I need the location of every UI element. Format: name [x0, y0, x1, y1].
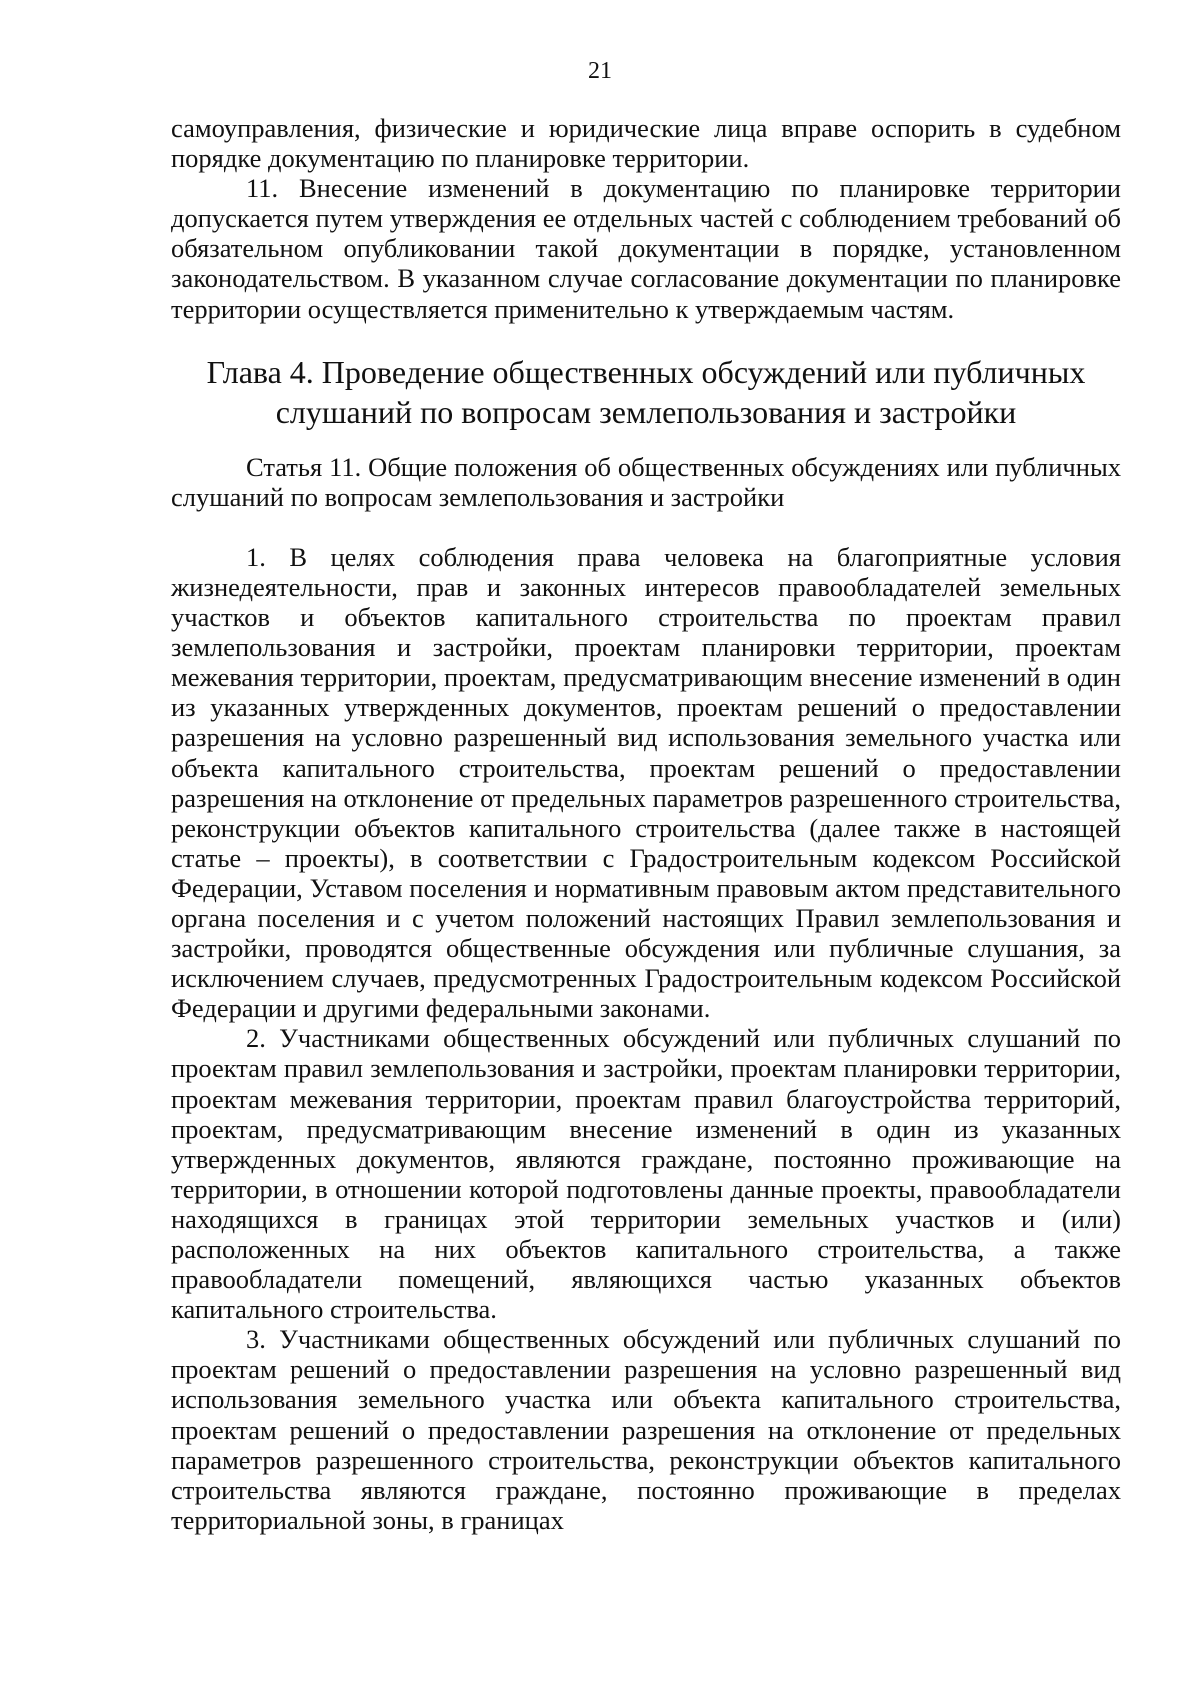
paragraph-item-11: 11. Внесение изменений в документацию по планировке территории допускается путем утверждения ее отдельных частей с соблюдением требований об обязательном опубликовании такой документации в порядке, установленном законодательством. В указанном случае согласование документации по планировке территории осуществляется применительно к утверждаемым частям.: [171, 173, 1121, 324]
paragraph-item-2: 2. Участниками общественных обсуждений или публичных слушаний по проектам правил землепользования и застройки, проектам планировки территории, проектам межевания территории, проектам правил благоустройства территорий, проектам, предусматривающим внесение изменений в один из указанных утвержденных документов, являются граждане, постоянно проживающие на территории, в отношении которой подготовлены данные проекты, правообладатели находящихся в границах этой территории земельных участков и (или) расположенных на них объектов капитального строительства, а также правообладатели помещений, являющихся частью указанных объектов капитального строительства.: [171, 1023, 1121, 1325]
page-number: 21: [588, 58, 612, 84]
paragraph-continuation: самоуправления, физические и юридические лица вправе оспорить в судебном порядке документацию по планировке территории.: [171, 113, 1121, 174]
spacer: [171, 512, 1121, 542]
document-body: [171, 113, 1121, 1535]
paragraph-item-3: 3. Участниками общественных обсуждений или публичных слушаний по проектам решений о предоставлении разрешения на условно разрешенный вид использования земельного участка или объекта капитального строительства, проектам решений о предоставлении разрешения на отклонение от предельных параметров разрешенного строительства, реконструкции объектов капитального строительства являются граждане, постоянно проживающие в пределах территориальной зоны, в границах: [171, 1324, 1121, 1535]
chapter-heading: Глава 4. Проведение общественных обсуждений или публичных слушаний по вопросам землепользования и застройки: [206, 353, 1086, 430]
paragraph-item-1: 1. В целях соблюдения права человека на благоприятные условия жизнедеятельности, прав и законных интересов правообладателей земельных участков и объектов капитального строительства по проектам правил землепользования и застройки, проектам планировки территории, проектам межевания территории, проектам, предусматривающим внесение изменений в один из указанных утвержденных документов, проектам решений о предоставлении разрешения на условно разрешенный вид использования земельного участка или объекта капитального строительства, проектам решений о предоставлении разрешения на отклонение от предельных параметров разрешенного строительства, реконструкции объектов капитального строительства (далее также в настоящей статье – проекты), в соответствии с Градостроительным кодексом Российской Федерации, Уставом поселения и нормативным правовым актом представительного органа поселения и с учетом положений настоящих Правил землепользования и застройки, проводятся общественные обсуждения или публичные слушания, за исключением случаев, предусмотренных Градостроительным кодексом Российской Федерации и другими федеральными законами.: [171, 541, 1121, 1024]
article-heading: Статья 11. Общие положения об общественных обсуждениях или публичных слушаний по вопросам землепользования и застройки: [171, 451, 1121, 512]
